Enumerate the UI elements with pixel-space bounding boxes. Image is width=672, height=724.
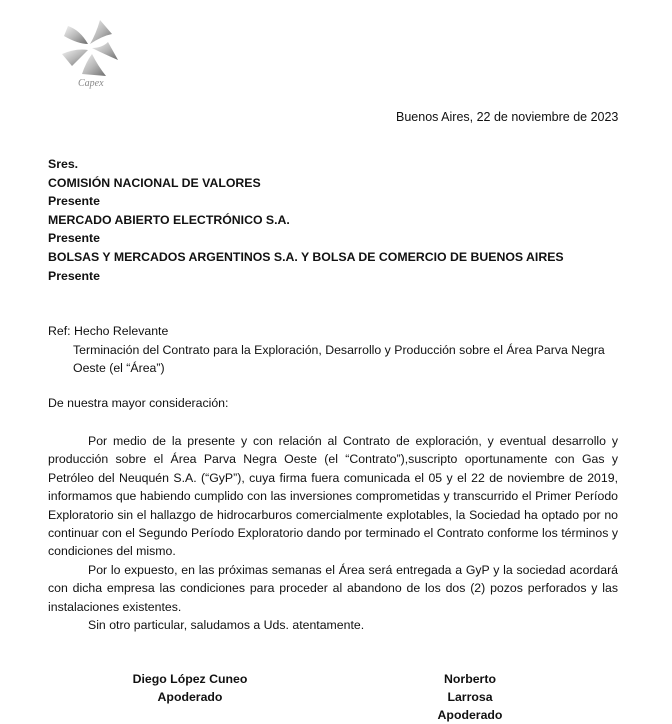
letter-date: Buenos Aires, 22 de noviembre de 2023 xyxy=(396,110,619,124)
signature-1 xyxy=(130,670,250,706)
addressee-line: Presente xyxy=(48,231,100,246)
greeting: De nuestra mayor consideración: xyxy=(48,396,229,410)
body-paragraph: Por lo expuesto, en las próximas semanas el Área será entregada a GyP y la sociedad acordará con dicha empresa las condiciones para proceder al abandono de los dos (2) pozos perforados y las instalaciones existentes. xyxy=(48,562,618,614)
body-paragraph: Por medio de la presente y con relación al Contrato de exploración, y eventual desarrollo y producción sobre el Área Parva Negra Oeste (el “Contrato”),suscripto oportunamente con Gas y Petróleo del Neuquén S.A. (“GyP”), cuya firma fuera comunicada el 05 y el 22 de noviembre de 2019, informamos que habiendo cumplido con las inversiones comprometidas y transcurrido el Primer Período Exploratorio sin el hallazgo de hidrocarburos comercialmente explotables, la Sociedad ha optado por no continuar con el Segundo Período Exploratorio dando por terminado el Contrato conforme los términos y condiciones del mismo. xyxy=(48,434,618,559)
signer-name: Norberto Larrosa xyxy=(444,672,496,704)
signature-2 xyxy=(420,670,520,724)
ref-subject: Terminación del Contrato para la Exploración, Desarrollo y Producción sobre el Área Parva Negra Oeste (el “Área”) xyxy=(73,342,605,375)
addressee-line: COMISIÓN NACIONAL DE VALORES xyxy=(48,175,261,190)
addressee-line: Sres. xyxy=(48,157,79,171)
signer-title: Apoderado xyxy=(437,708,503,722)
letter-body xyxy=(48,432,618,634)
logo-text: Capex xyxy=(78,78,104,89)
signer-name: Diego López Cuneo xyxy=(132,672,248,686)
addressee-line: BOLSAS Y MERCADOS ARGENTINOS S.A. Y BOLSA DE COMERCIO DE BUENOS AIRES xyxy=(48,249,564,264)
addressee-block xyxy=(48,155,564,285)
addressee-line: Presente xyxy=(48,194,100,209)
reference-block xyxy=(48,322,633,378)
signer-title: Apoderado xyxy=(157,690,223,704)
addressee-line: MERCADO ABIERTO ELECTRÓNICO S.A. xyxy=(48,212,290,227)
addressee-line: Presente xyxy=(48,268,100,283)
body-paragraph: Sin otro particular, saludamos a Uds. atentamente. xyxy=(88,618,365,633)
ref-label: Ref: Hecho Relevante xyxy=(48,324,169,338)
